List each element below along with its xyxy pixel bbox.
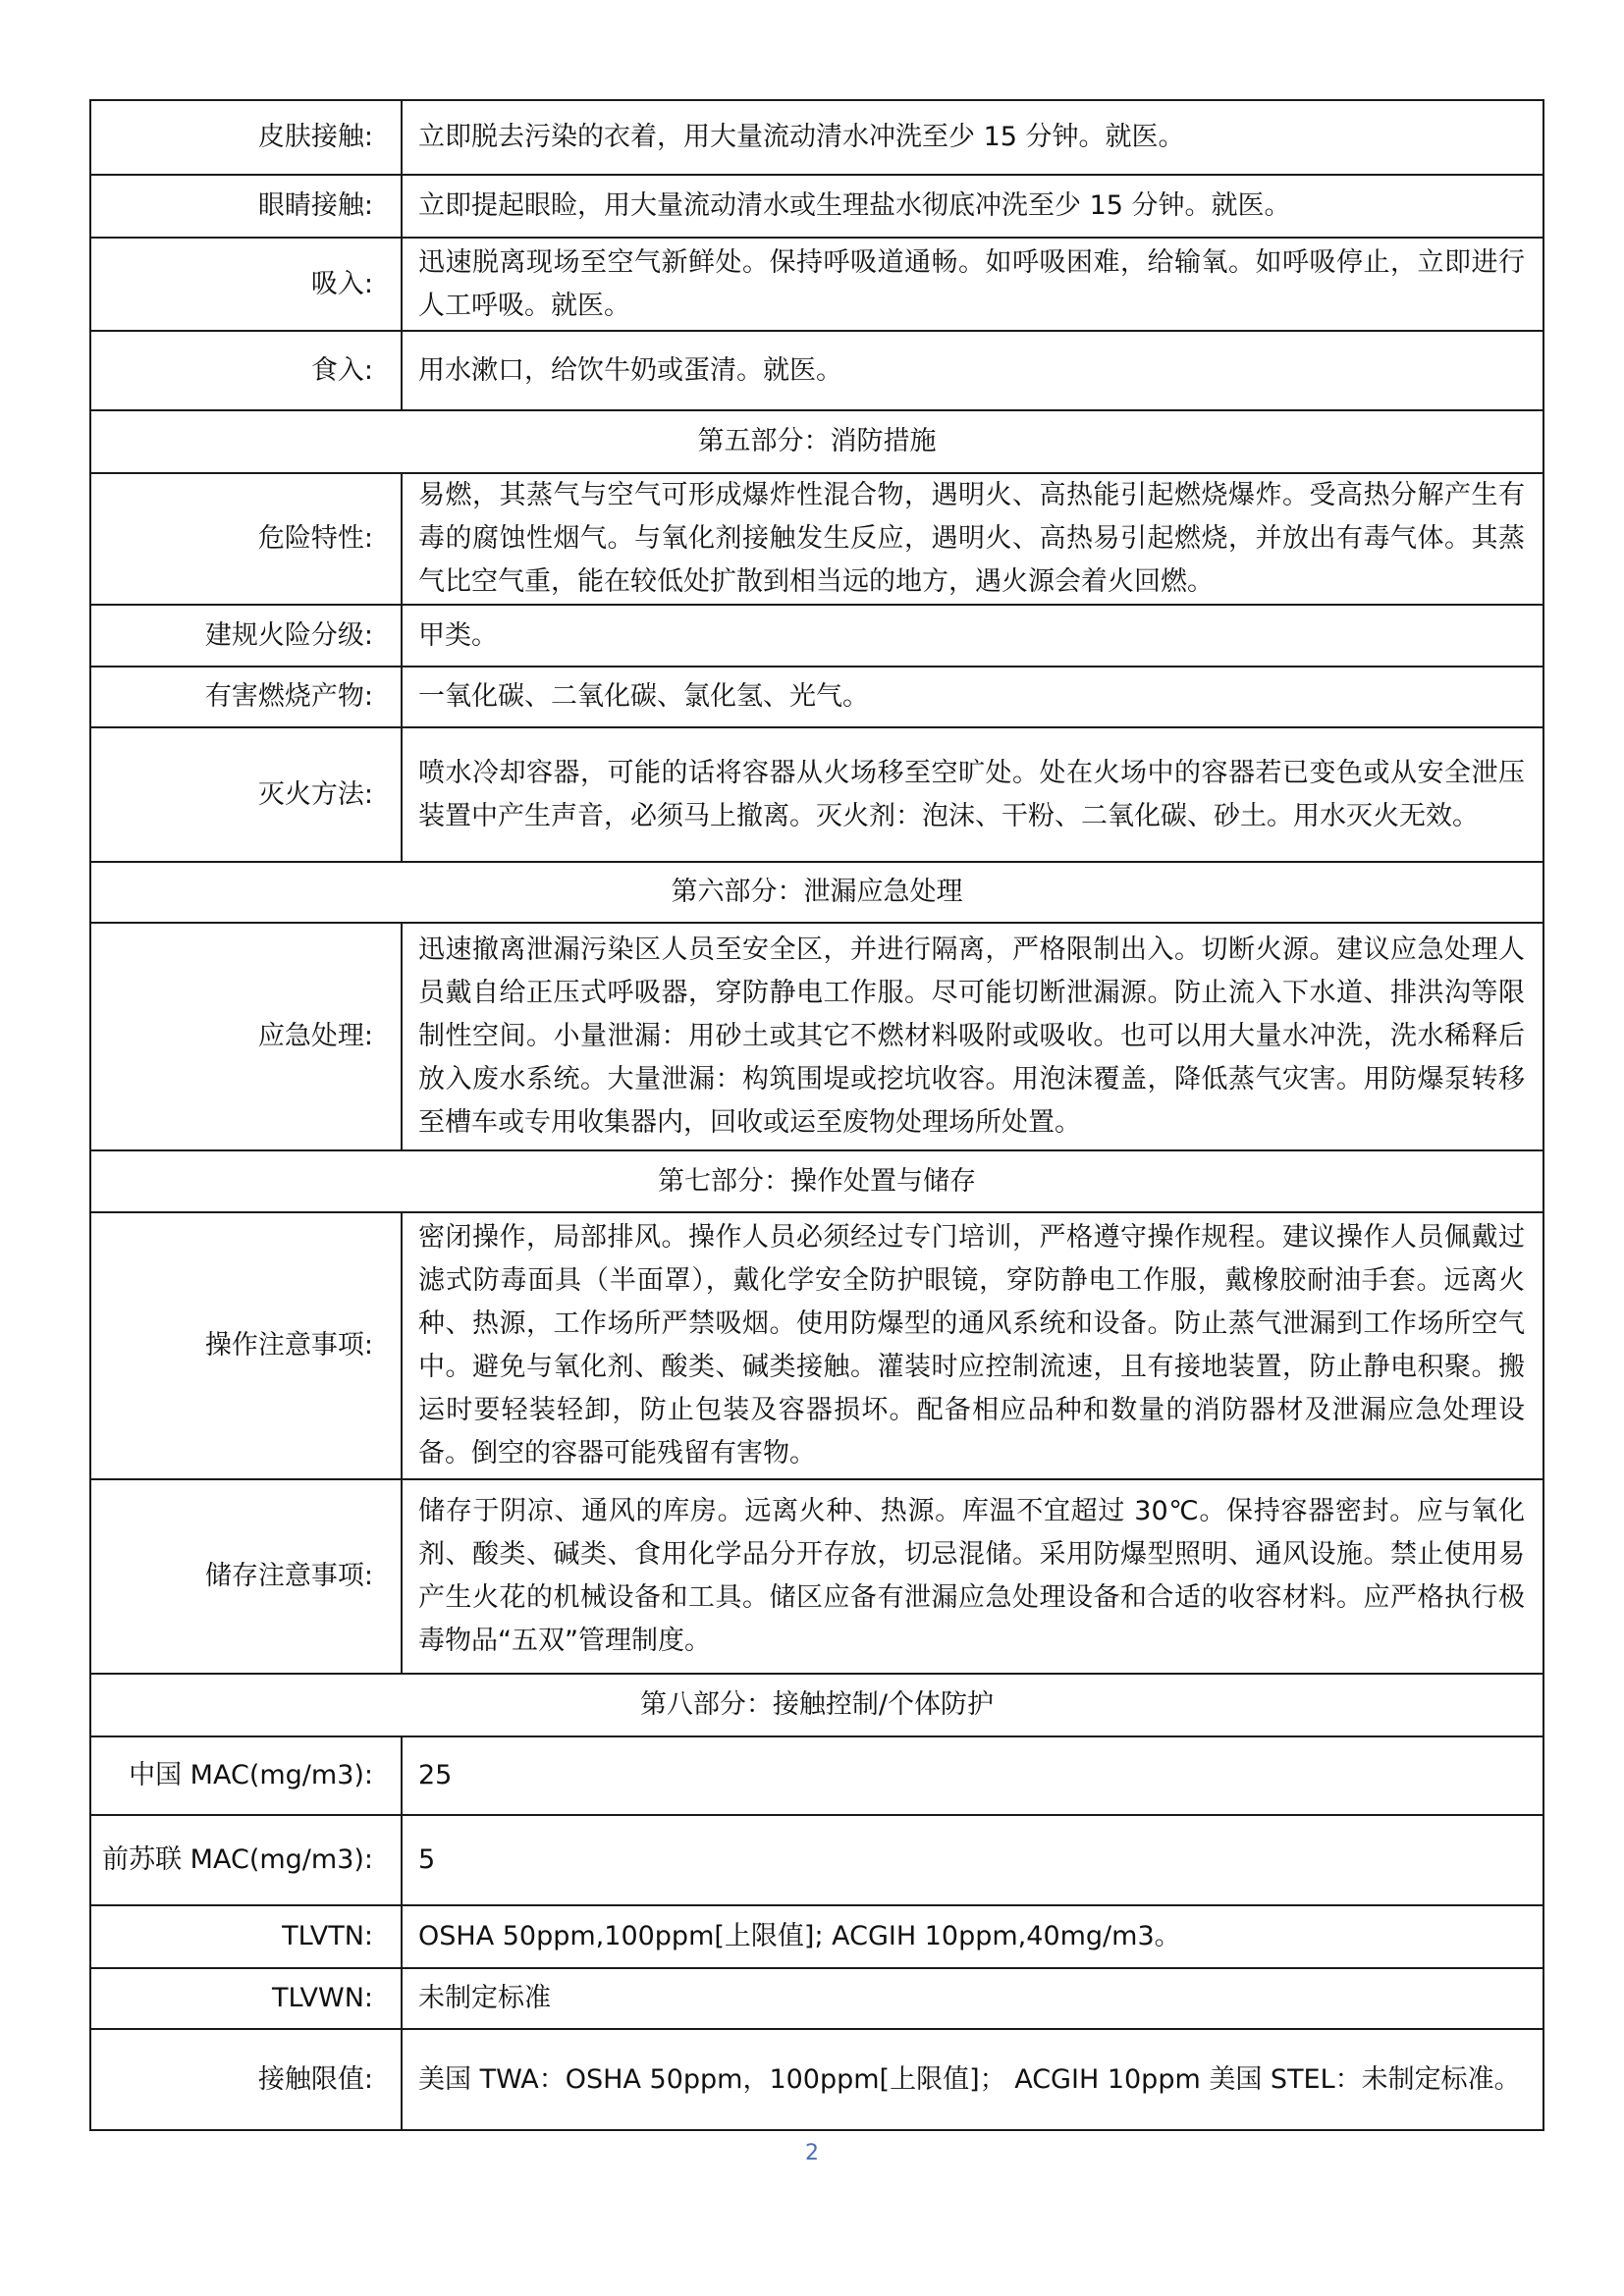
table-row	[90, 238, 1543, 331]
field-value: OSHA 50ppm,100ppm[上限值]; ACGIH 10ppm,40mg/m3。	[402, 1905, 1543, 1968]
section-row	[90, 410, 1543, 473]
table-row	[90, 331, 1543, 410]
table-row	[90, 1905, 1543, 1968]
field-value: 迅速脱离现场至空气新鲜处。保持呼吸道通畅。如呼吸困难，给输氧。如呼吸停止，立即进行人工呼吸。就医。	[402, 238, 1543, 331]
field-value: 5	[402, 1815, 1543, 1905]
field-label: 应急处理:	[90, 923, 402, 1150]
table-row	[90, 667, 1543, 727]
page-number: 2	[805, 2141, 819, 2165]
field-label: 前苏联 MAC(mg/m3):	[90, 1815, 402, 1905]
field-label: 中国 MAC(mg/m3):	[90, 1736, 402, 1815]
field-label: 接触限值:	[90, 2029, 402, 2130]
table-row	[90, 605, 1543, 667]
field-label: 储存注意事项:	[90, 1479, 402, 1674]
field-value: 迅速撤离泄漏污染区人员至安全区，并进行隔离，严格限制出入。切断火源。建议应急处理人员戴自给正压式呼吸器，穿防静电工作服。尽可能切断泄漏源。防止流入下水道、排洪沟等限制性空间。小量泄漏：用砂土或其它不燃材料吸附或吸收。也可以用大量水冲洗，洗水稀释后放入废水系统。大量泄漏：构筑围堤或挖坑收容。用泡沫覆盖，降低蒸气灾害。用防爆泵转移至槽车或专用收集器内，回收或运至废物处理场所处置。	[402, 923, 1543, 1150]
section-row	[90, 1674, 1543, 1736]
table-row	[90, 1968, 1543, 2029]
table-row	[90, 923, 1543, 1150]
field-value: 25	[402, 1736, 1543, 1815]
table-row	[90, 1736, 1543, 1815]
table-row	[90, 727, 1543, 862]
field-value: 立即提起眼睑，用大量流动清水或生理盐水彻底冲洗至少 15 分钟。就医。	[402, 175, 1543, 238]
table-row	[90, 473, 1543, 605]
table-row	[90, 100, 1543, 175]
field-label: 建规火险分级:	[90, 605, 402, 667]
field-label: 吸入:	[90, 238, 402, 331]
field-value: 用水漱口，给饮牛奶或蛋清。就医。	[402, 331, 1543, 410]
section-row	[90, 862, 1543, 923]
table-row	[90, 2029, 1543, 2130]
field-value: 喷水冷却容器，可能的话将容器从火场移至空旷处。处在火场中的容器若已变色或从安全泄压装置中产生声音，必须马上撤离。灭火剂：泡沫、干粉、二氧化碳、砂土。用水灭火无效。	[402, 727, 1543, 862]
field-label: 皮肤接触:	[90, 100, 402, 175]
field-value: 一氧化碳、二氧化碳、氯化氢、光气。	[402, 667, 1543, 727]
field-label: TLVWN:	[90, 1968, 402, 2029]
field-label: 食入:	[90, 331, 402, 410]
section-heading: 第五部分：消防措施	[90, 410, 1543, 473]
section-heading: 第六部分：泄漏应急处理	[90, 862, 1543, 923]
field-value: 储存于阴凉、通风的库房。远离火种、热源。库温不宜超过 30℃。保持容器密封。应与氧化剂、酸类、碱类、食用化学品分开存放，切忌混储。采用防爆型照明、通风设施。禁止使用易产生火花的机械设备和工具。储区应备有泄漏应急处理设备和合适的收容材料。应严格执行极毒物品“五双”管理制度。	[402, 1479, 1543, 1674]
field-value: 甲类。	[402, 605, 1543, 667]
field-value: 易燃，其蒸气与空气可形成爆炸性混合物，遇明火、高热能引起燃烧爆炸。受高热分解产生有毒的腐蚀性烟气。与氧化剂接触发生反应，遇明火、高热易引起燃烧，并放出有毒气体。其蒸气比空气重，能在较低处扩散到相当远的地方，遇火源会着火回燃。	[402, 473, 1543, 605]
field-value: 密闭操作，局部排风。操作人员必须经过专门培训，严格遵守操作规程。建议操作人员佩戴过滤式防毒面具（半面罩），戴化学安全防护眼镜，穿防静电工作服，戴橡胶耐油手套。远离火种、热源，工作场所严禁吸烟。使用防爆型的通风系统和设备。防止蒸气泄漏到工作场所空气中。避免与氧化剂、酸类、碱类接触。灌装时应控制流速，且有接地装置，防止静电积聚。搬运时要轻装轻卸，防止包装及容器损坏。配备相应品种和数量的消防器材及泄漏应急处理设备。倒空的容器可能残留有害物。	[402, 1212, 1543, 1479]
table-row	[90, 1815, 1543, 1905]
field-value: 美国 TWA：OSHA 50ppm，100ppm[上限值]； ACGIH 10ppm 美国 STEL：未制定标准。	[402, 2029, 1543, 2130]
field-label: 有害燃烧产物:	[90, 667, 402, 727]
table-row	[90, 1479, 1543, 1674]
field-label: TLVTN:	[90, 1905, 402, 1968]
table-row	[90, 1212, 1543, 1479]
section-heading: 第八部分：接触控制/个体防护	[90, 1674, 1543, 1736]
field-value: 立即脱去污染的衣着，用大量流动清水冲洗至少 15 分钟。就医。	[402, 100, 1543, 175]
section-heading: 第七部分：操作处置与储存	[90, 1150, 1543, 1212]
field-label: 眼睛接触:	[90, 175, 402, 238]
table-row	[90, 175, 1543, 238]
field-label: 危险特性:	[90, 473, 402, 605]
field-label: 操作注意事项:	[90, 1212, 402, 1479]
field-label: 灭火方法:	[90, 727, 402, 862]
section-row	[90, 1150, 1543, 1212]
field-value: 未制定标准	[402, 1968, 1543, 2029]
msds-table	[89, 99, 1544, 2131]
